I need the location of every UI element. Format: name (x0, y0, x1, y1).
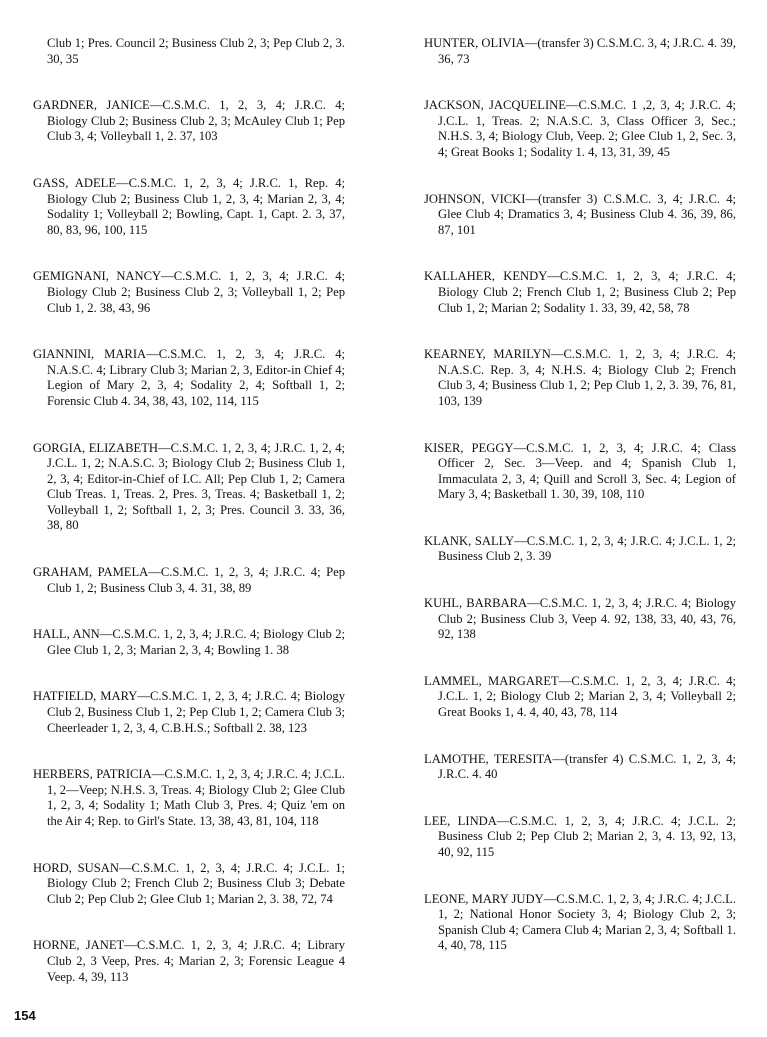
entry-name: KUHL, BARBARA (424, 596, 528, 611)
entry-text: —C.S.M.C. 1, 2, 3, 4; J.R.C. 4; J.C.L. 1, 2; National Honor Society 3, 4; Biology Club 2, 3; Spanish Club 4; Camera Club 4; Marian 2, 3, 4; Softball 1. 4, 40, 78, 115 (438, 891, 736, 953)
entry-text: —(transfer 3) C.S.M.C. 3, 4; J.R.C. 4. 39, 36, 73 (438, 36, 736, 66)
entry-name: GASS, ADELE (33, 175, 117, 190)
entry-text: —C.S.M.C. 1, 2, 3, 4; J.R.C. 4; J.C.L. 1, 2—Veep; N.H.S. 3, Treas. 4; Biology Club 2; Glee Club 1, 2, 3, 4; Sodality 1; Math Club 3, Pres. 4; Quiz 'em on the Air 4; Rep. to Girl's State. 13, 38, 43, 81, 104, 118 (47, 767, 345, 828)
entry-jackson (424, 98, 736, 160)
entry-giannini (33, 347, 345, 409)
entry-name: HATFIELD, MARY (33, 689, 138, 704)
entry-name: KEARNEY, MARILYN (424, 347, 551, 362)
entry-name: JOHNSON, VICKI (424, 191, 526, 206)
entry-text: —C.S.M.C. 1, 2, 3, 4; J.R.C. 4; J.C.L. 1, 2; Business Club 2, 3. 39 (438, 533, 737, 564)
entry-text: —C.S.M.C. 1, 2, 3, 4; J.R.C. 4; N.A.S.C. 4; Library Club 3; Marian 2, 3, Editor-in Chief 4; Legion of Mary 2, 3, 4; Sodality 2, 4; Softball 1, 2; Forensic Club 4. 34, 38, 43, 102, 114, 115 (47, 347, 345, 408)
entry-gorgia (33, 441, 345, 535)
entry-name: LAMMEL, MARGARET (424, 673, 559, 688)
entry-hunter (424, 36, 736, 67)
entry-kiser (424, 441, 736, 503)
entry-gemignani (33, 269, 345, 316)
entry-text: —C.S.M.C. 1, 2, 3, 4; J.R.C. 4; J.C.L. 2; Business Club 2; Pep Club 2; Marian 2, 3, 4. 13, 92, 13, 40, 92, 115 (438, 813, 737, 859)
entry-graham (33, 565, 345, 596)
entry-name: GRAHAM, PAMELA (33, 565, 149, 580)
entry-text: Club 1; Pres. Council 2; Business Club 2, 3; Pep Club 2, 3. 30, 35 (47, 36, 345, 66)
entry-gass (33, 176, 345, 238)
left-column (33, 36, 345, 1016)
entry-name: HUNTER, OLIVIA (424, 36, 525, 50)
entry-herbers (33, 767, 345, 829)
entry-name: JACKSON, JACQUELINE (424, 98, 566, 113)
entry-text: —C.S.M.C. 1, 2, 3, 4; J.R.C. 4; N.A.S.C. Rep. 3, 4; N.H.S. 4; Biology Club 2; French Club 3, 4; Business Club 1, 2; Pep Club 1, 2, 3. 39, 76, 81, 103, 139 (438, 347, 736, 408)
entry-name: KISER, PEGGY (424, 440, 514, 455)
entry-text: —C.S.M.C. 1, 2, 3, 4; J.R.C. 4; Pep Club 1, 2; Business Club 3, 4. 31, 38, 89 (47, 565, 345, 595)
entry-text: —C.S.M.C. 1, 2, 3, 4; J.R.C. 1, 2, 4; J.C.L. 1, 2; N.A.S.C. 3; Biology Club 2; Business Club 1, 2, 3, 4; Editor-in-Chief of I.C. All; Pep Club 1, 2; Camera Club Treas. 1, Treas. 2, Pres. 3, Treas. 4; Basketball 1, 2; Volleyball 1, 2; Softball 1, 2, 3; Pres. Council 3. 33, 36, 38, 80 (47, 440, 345, 533)
entry-text: —C.S.M.C. 1, 2, 3, 4; J.R.C. 4; Biology Club 2; Business Club 2, 3; Volleyball 1, 2; Pep Club 1, 2. 38, 43, 96 (47, 269, 345, 315)
entry-kearney (424, 347, 736, 409)
entry-kallaher (424, 269, 736, 316)
entry-text: —C.S.M.C. 1, 2, 3, 4; J.R.C. 4; J.C.L. 1, 2; Biology Club 2; Marian 2, 3, 4; Volleyball 2; Great Books 1, 4. 4, 40, 43, 78, 114 (438, 673, 736, 720)
entry-text: —(transfer 4) C.S.M.C. 1, 2, 3, 4; J.R.C. 4. 40 (438, 751, 736, 782)
entry-johnson (424, 192, 736, 239)
entry-text: —C.S.M.C. 1, 2, 3, 4; J.R.C. 4; Biology Club 2; Business Club 2, 3; McAuley Club 1; Pep Club 3, 4; Volleyball 1, 2. 37, 103 (47, 98, 345, 144)
entry-name: GARDNER, JANICE (33, 98, 150, 113)
entry-kuhl (424, 596, 736, 643)
entry-name: LEONE, MARY JUDY (424, 891, 544, 906)
entry-name: GORGIA, ELIZABETH (33, 440, 158, 455)
entry-gardner (33, 98, 345, 145)
entry-name: GIANNINI, MARIA (33, 347, 147, 362)
entry-text: —C.S.M.C. 1, 2, 3, 4; J.R.C. 1, Rep. 4; Biology Club 2; Business Club 1, 2, 3, 4; Marian 2, 3, 4; Sodality 1; Volleyball 2; Bowling, Capt. 1, Capt. 2. 3, 37, 80, 83, 96, 100, 115 (47, 175, 345, 237)
entry-name: HORNE, JANET (33, 938, 125, 953)
entry-name: HORD, SUSAN (33, 860, 119, 875)
entry-lee (424, 814, 736, 861)
entry-name: HERBERS, PATRICIA (33, 767, 152, 782)
entry-text: —C.S.M.C. 1, 2, 3, 4; J.R.C. 4; J.C.L. 1; Biology Club 2; French Club 2; Business Club 3; Debate Club 2; Pep Club 2; Glee Club 1; Marian 2, 3. 38, 72, 74 (47, 860, 345, 906)
page-number: 154 (14, 1008, 36, 1023)
entry-horne (33, 938, 345, 985)
entry-text: —C.S.M.C. 1, 2, 3, 4; J.R.C. 4; Biology Club 2, Business Club 1, 2; Pep Club 1, 2; Camera Club 3; Cheerleader 1, 2, 3, 4, C.B.H.S.; Softball 2. 38, 123 (47, 689, 345, 735)
entry-name: HALL, ANN (33, 627, 100, 642)
entry-leone (424, 892, 736, 954)
entry-hord (33, 861, 345, 908)
entry-text: —C.S.M.C. 1, 2, 3, 4; J.R.C. 4; Class Officer 2, Sec. 3—Veep. and 4; Spanish Club 1, Immaculata 2, 3, 4; Quill and Scroll 3, Sec. 4; Legion of Mary 3, 4; Basketball 1. 30, 39, 108, 110 (438, 440, 737, 502)
right-column (424, 36, 736, 985)
entry-text: —C.S.M.C. 1, 2, 3, 4; J.R.C. 4; Library Club 2, 3 Veep, Pres. 4; Marian 2, 3; Forensic League 4 Veep. 4, 39, 113 (47, 938, 345, 984)
entry-lamothe (424, 752, 736, 783)
entry-name: LEE, LINDA (424, 813, 497, 828)
entry-text: —C.S.M.C. 1, 2, 3, 4; J.R.C. 4; Biology Club 2; Business Club 3, Veep 4. 92, 138, 33, 40, 43, 76, 92, 138 (438, 596, 736, 642)
entry-klank (424, 534, 736, 565)
entry-hall (33, 627, 345, 658)
entry-text: —C.S.M.C. 1 ,2, 3, 4; J.R.C. 4; J.C.L. 1, Treas. 2; N.A.S.C. 3, Class Officer 3, Sec.; N.H.S. 3, 4; Biology Club, Veep. 2; Glee Club 1, 2, Sec. 3, 4; Great Books 1; Sodality 1. 4, 13, 31, 39, 45 (438, 98, 736, 159)
entry-text: —C.S.M.C. 1, 2, 3, 4; J.R.C. 4; Biology Club 2; Glee Club 1, 2, 3; Marian 2, 3, 4; Bowling 1. 38 (47, 627, 345, 657)
entry-hatfield (33, 689, 345, 736)
entry-text: —C.S.M.C. 1, 2, 3, 4; J.R.C. 4; Biology Club 2; French Club 1, 2; Business Club 2; Pep Club 1, 2; Marian 2; Sodality 1. 33, 39, 42, 58, 78 (438, 269, 737, 315)
entry-name: KALLAHER, KENDY (424, 269, 548, 284)
entry-text: —(transfer 3) C.S.M.C. 3, 4; J.R.C. 4; Glee Club 4; Dramatics 3, 4; Business Club 4. 36, 39, 86, 87, 101 (438, 191, 736, 237)
entry-name: GEMIGNANI, NANCY (33, 269, 162, 284)
entry-lammel (424, 674, 736, 721)
entry-continued (33, 36, 345, 67)
entry-name: KLANK, SALLY (424, 533, 515, 548)
entry-name: LAMOTHE, TERESITA (424, 751, 553, 766)
